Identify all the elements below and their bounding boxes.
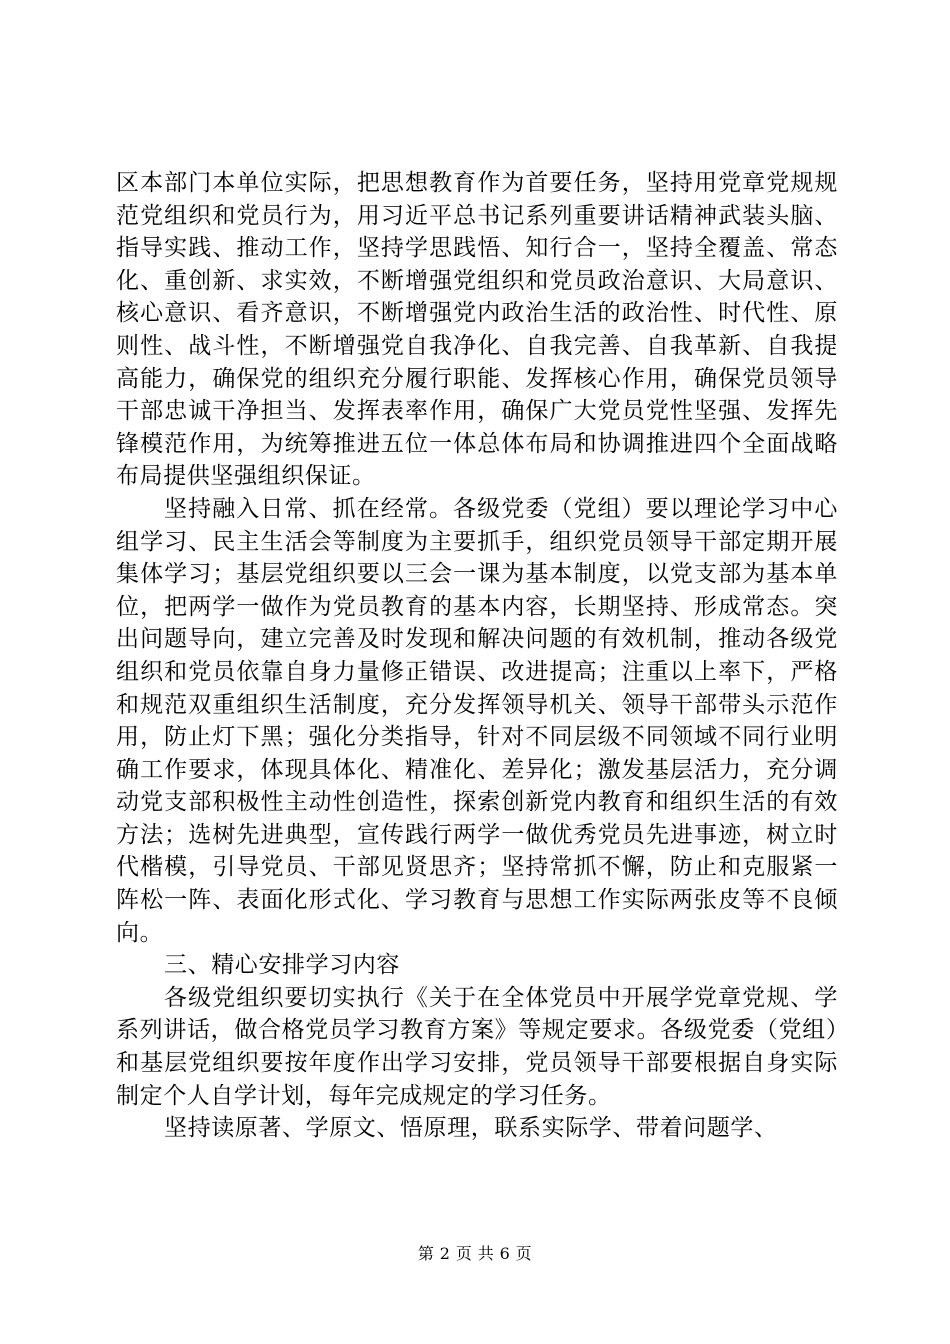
paragraph-5: 坚持读原著、学原文、悟原理，联系实际学、带着问题学、 [164, 1115, 778, 1142]
document-body [116, 167, 838, 1145]
paragraph-1: 区本部门本单位实际，把思想教育作为首要任务，坚持用党章党规规范党组织和党员行为，用习近平总书记系列重要讲话精神武装头脑、指导实践、推动工作，坚持学思践悟、知行合一，坚持全覆盖、常态化、重创新、求实效，不断增强党组织和党员政治意识、大局意识、核心意识、看齐意识，不断增强党内政治生活的政治性、时代性、原则性、战斗性，不断增强党自我净化、自我完善、自我革新、自我提高能力，确保党的组织充分履行职能、发挥核心作用，确保党员领导干部忠诚干净担当、发挥表率作用，确保广大党员党性坚强、发挥先锋模范作用，为统筹推进五位一体总体布局和协调推进四个全面战略布局提供坚强组织保证。 [116, 170, 838, 490]
section-heading-3: 三、精心安排学习内容 [164, 952, 400, 979]
paragraph-4: 各级党组织要切实执行《关于在全体党员中开展学党章党规、学系列讲话，做合格党员学习教育方案》等规定要求。各级党委（党组）和基层党组织要按年度作出学习安排，党员领导干部要根据自身实际制定个人自学计划，每年完成规定的学习任务。 [116, 984, 838, 1109]
page-footer: 第 2 页 共 6 页 [417, 1244, 533, 1263]
paragraph-2: 坚持融入日常、抓在经常。各级党委（党组）要以理论学习中心组学习、民主生活会等制度为主要抓手，组织党员领导干部定期开展集体学习；基层党组织要以三会一课为基本制度，以党支部为基本单位，把两学一做作为党员教育的基本内容，长期坚持、形成常态。突出问题导向，建立完善及时发现和解决问题的有效机制，推动各级党组织和党员依靠自身力量修正错误、改进提高；注重以上率下，严格和规范双重组织生活制度，充分发挥领导机关、领导干部带头示范作用，防止灯下黑；强化分类指导，针对不同层级不同领域不同行业明确工作要求，体现具体化、精准化、差异化；激发基层活力，充分调动党支部积极性主动性创造性，探索创新党内教育和组织生活的有效方法；选树先进典型，宣传践行两学一做优秀党员先进事迹，树立时代楷模，引导党员、干部见贤思齐；坚持常抓不懈，防止和克服紧一阵松一阵、表面化形式化、学习教育与思想工作实际两张皮等不良倾向。 [116, 495, 838, 946]
